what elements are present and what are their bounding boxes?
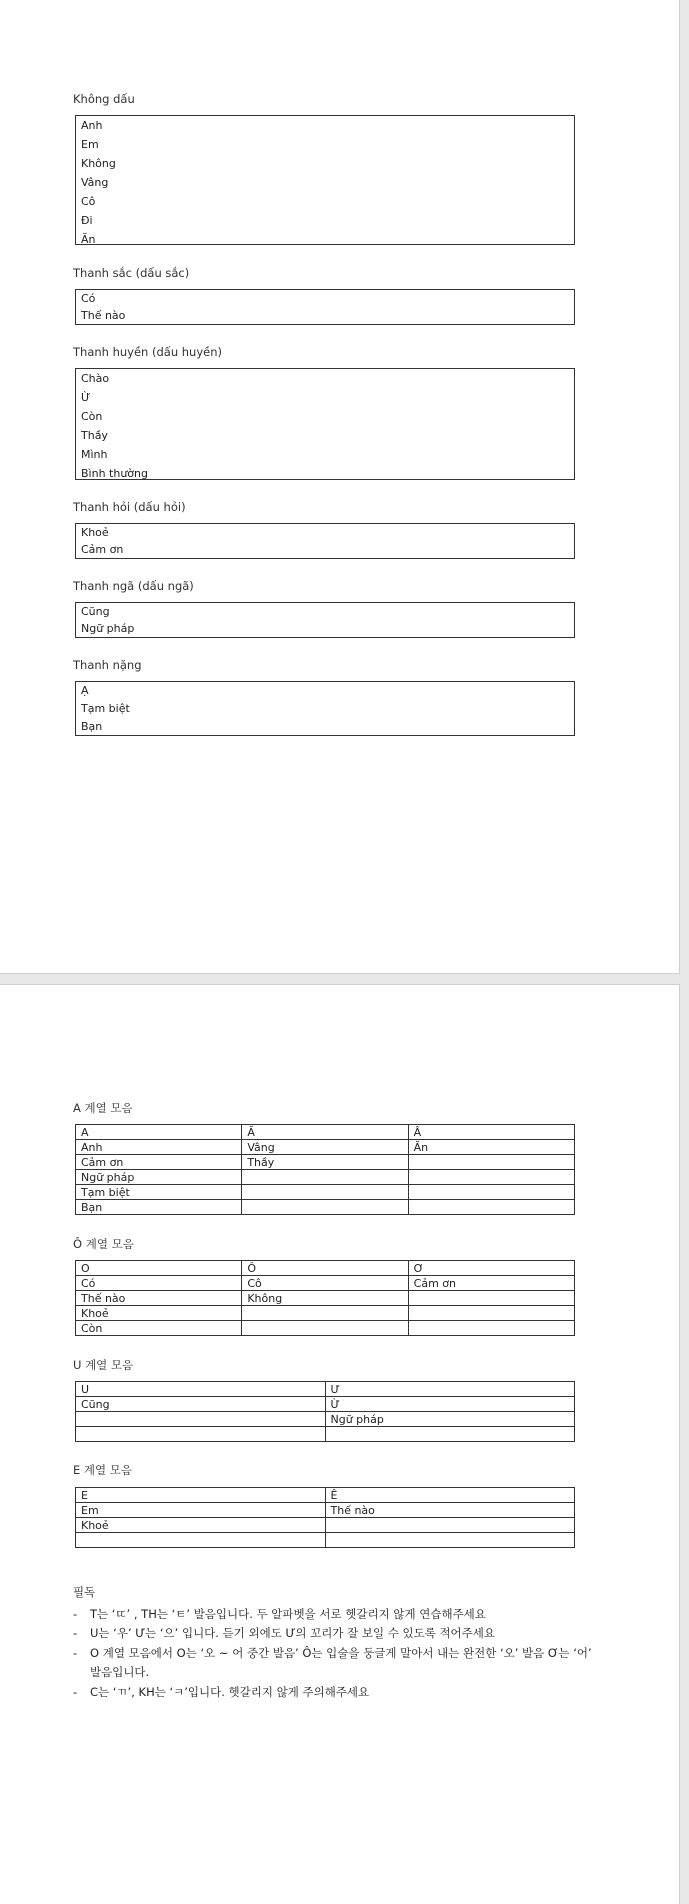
table-row: [76, 1488, 575, 1503]
word-item: Cảm ơn: [81, 543, 124, 556]
table-row: [76, 1140, 575, 1155]
word-item: Thầy: [81, 429, 108, 442]
vowel-heading-a: A 계열 모음: [73, 1101, 133, 1115]
table-row: [76, 1382, 575, 1397]
table-cell: Ăn: [408, 1140, 574, 1155]
table-cell: Bạn: [76, 1200, 242, 1215]
note-bullet: -: [73, 1626, 78, 1640]
table-cell: [76, 1412, 326, 1427]
table-cell: [76, 1533, 326, 1548]
note-item: [73, 1624, 593, 1644]
word-item: Chào: [81, 372, 110, 385]
table-cell: Em: [76, 1503, 326, 1518]
table-row: [76, 1503, 575, 1518]
table-cell: [242, 1306, 408, 1321]
note-bullet: -: [73, 1606, 78, 1621]
table-cell: [408, 1291, 574, 1306]
table-cell: Ô: [242, 1261, 408, 1276]
table-row: [76, 1200, 575, 1215]
table-row: [76, 1125, 575, 1140]
table-cell: [325, 1533, 575, 1548]
table-cell: Không: [242, 1291, 408, 1306]
table-row: [76, 1321, 575, 1336]
vowel-table-e: [75, 1487, 575, 1548]
vowel-heading-u: U 계열 모음: [73, 1358, 134, 1372]
table-row: [76, 1533, 575, 1548]
table-cell: Ngữ pháp: [76, 1170, 242, 1185]
table-cell: A: [76, 1125, 242, 1140]
notes-title: 필독: [73, 1585, 96, 1599]
table-cell: [408, 1200, 574, 1215]
table-cell: [325, 1427, 575, 1442]
note-bullet: -: [73, 1645, 78, 1660]
vowel-table-u: [75, 1381, 575, 1442]
table-row: [76, 1155, 575, 1170]
word-item: Ừ: [81, 391, 91, 404]
table-cell: Tạm biệt: [76, 1185, 242, 1200]
word-box-thanh-sac: [75, 289, 575, 325]
note-item: [73, 1644, 593, 1683]
note-text: U는 ‘우’ Ư는 ‘으’ 입니다. 듣기 외에도 Ư의 꼬리가 잘 보일 수 있도록 적어주세요: [90, 1626, 495, 1640]
table-cell: [408, 1306, 574, 1321]
table-cell: Có: [76, 1276, 242, 1291]
table-row: [76, 1185, 575, 1200]
table-cell: [408, 1170, 574, 1185]
word-item: Bạn: [81, 720, 103, 733]
table-cell: U: [76, 1382, 326, 1397]
word-item: Vâng: [81, 176, 109, 189]
table-cell: Khoẻ: [76, 1306, 242, 1321]
table-row: [76, 1306, 575, 1321]
table-cell: [242, 1321, 408, 1336]
word-item: Cũng: [81, 605, 110, 618]
note-text: C는 ‘ㄲ’, KH는 ‘ㅋ’입니다. 헷갈리지 않게 주의해주세요: [90, 1684, 370, 1699]
table-cell: Thầy: [242, 1155, 408, 1170]
word-box-thanh-huyen: [75, 368, 575, 480]
section-heading-thanh-huyen: Thanh huyền (dấu huyền): [73, 345, 223, 359]
table-cell: Còn: [76, 1321, 242, 1336]
note-item: [73, 1605, 593, 1625]
note-bullet: -: [73, 1684, 78, 1699]
table-row: [76, 1397, 575, 1412]
document-page-2: [0, 984, 680, 1904]
table-cell: [408, 1185, 574, 1200]
table-cell: Ừ: [325, 1397, 575, 1412]
word-item: Có: [81, 292, 96, 305]
note-text: O 계열 모음에서 O는 ‘오 ~ 어 중간 발음’ Ô는 입술을 둥글게 말아서 내는 완전한 ‘오’ 발음 Ơ는 ‘어’ 발음입니다.: [90, 1645, 592, 1679]
table-cell: Ă: [242, 1125, 408, 1140]
word-item: Cô: [81, 195, 96, 208]
vowel-table-o: [75, 1260, 575, 1336]
table-cell: Cảm ơn: [76, 1155, 242, 1170]
table-cell: [325, 1518, 575, 1533]
table-cell: [408, 1155, 574, 1170]
word-item: Em: [81, 138, 99, 151]
table-cell: [242, 1170, 408, 1185]
word-item: Anh: [81, 119, 103, 132]
word-item: Không: [81, 157, 116, 170]
word-box-thanh-nang: [75, 681, 575, 736]
section-heading-khong-dau: Không dấu: [73, 92, 135, 106]
word-box-thanh-hoi: [75, 523, 575, 559]
word-item: Khoẻ: [81, 526, 109, 539]
table-row: [76, 1412, 575, 1427]
table-cell: Â: [408, 1125, 574, 1140]
table-row: [76, 1518, 575, 1533]
table-cell: Vâng: [242, 1140, 408, 1155]
note-item: [73, 1683, 593, 1703]
word-item: Mình: [81, 448, 108, 461]
table-cell: [76, 1427, 326, 1442]
word-item: Còn: [81, 410, 103, 423]
table-row: [76, 1291, 575, 1306]
section-heading-thanh-nang: Thanh nặng: [73, 658, 142, 672]
word-item: Đi: [81, 214, 93, 227]
table-cell: Ư: [325, 1382, 575, 1397]
table-cell: Ngữ pháp: [325, 1412, 575, 1427]
table-row: [76, 1170, 575, 1185]
section-heading-thanh-hoi: Thanh hỏi (dấu hỏi): [73, 500, 186, 514]
table-cell: Thế nào: [325, 1503, 575, 1518]
table-cell: Cô: [242, 1276, 408, 1291]
vowel-table-a: [75, 1124, 575, 1215]
word-item: Tạm biệt: [81, 702, 130, 715]
table-cell: [242, 1200, 408, 1215]
word-item: Ăn: [81, 233, 96, 246]
note-text: T는 ‘ㄸ’ , TH는 ‘ㅌ’ 발음입니다. 두 알파벳을 서로 헷갈리지 않게 연습해주세요: [90, 1606, 486, 1621]
table-cell: [242, 1185, 408, 1200]
table-row: [76, 1427, 575, 1442]
table-cell: Thế nào: [76, 1291, 242, 1306]
table-cell: Cũng: [76, 1397, 326, 1412]
section-heading-thanh-nga: Thanh ngã (dấu ngã): [73, 579, 194, 593]
vowel-heading-o: Ô 계열 모음: [73, 1237, 134, 1251]
word-item: Thế nào: [81, 309, 126, 322]
table-cell: Ơ: [408, 1261, 574, 1276]
table-cell: Cảm ơn: [408, 1276, 574, 1291]
table-cell: O: [76, 1261, 242, 1276]
table-row: [76, 1261, 575, 1276]
word-item: Bình thường: [81, 467, 148, 480]
table-cell: Ê: [325, 1488, 575, 1503]
word-item: Ngữ pháp: [81, 622, 135, 635]
section-heading-thanh-sac: Thanh sắc (dấu sắc): [73, 266, 190, 280]
table-cell: Anh: [76, 1140, 242, 1155]
table-cell: Khoẻ: [76, 1518, 326, 1533]
notes-section: [73, 1583, 593, 1702]
word-box-thanh-nga: [75, 602, 575, 638]
word-box-khong-dau: [75, 115, 575, 245]
word-item: Ạ: [81, 684, 89, 697]
vowel-heading-e: E 계열 모음: [73, 1463, 133, 1477]
table-row: [76, 1276, 575, 1291]
table-cell: E: [76, 1488, 326, 1503]
table-cell: [408, 1321, 574, 1336]
